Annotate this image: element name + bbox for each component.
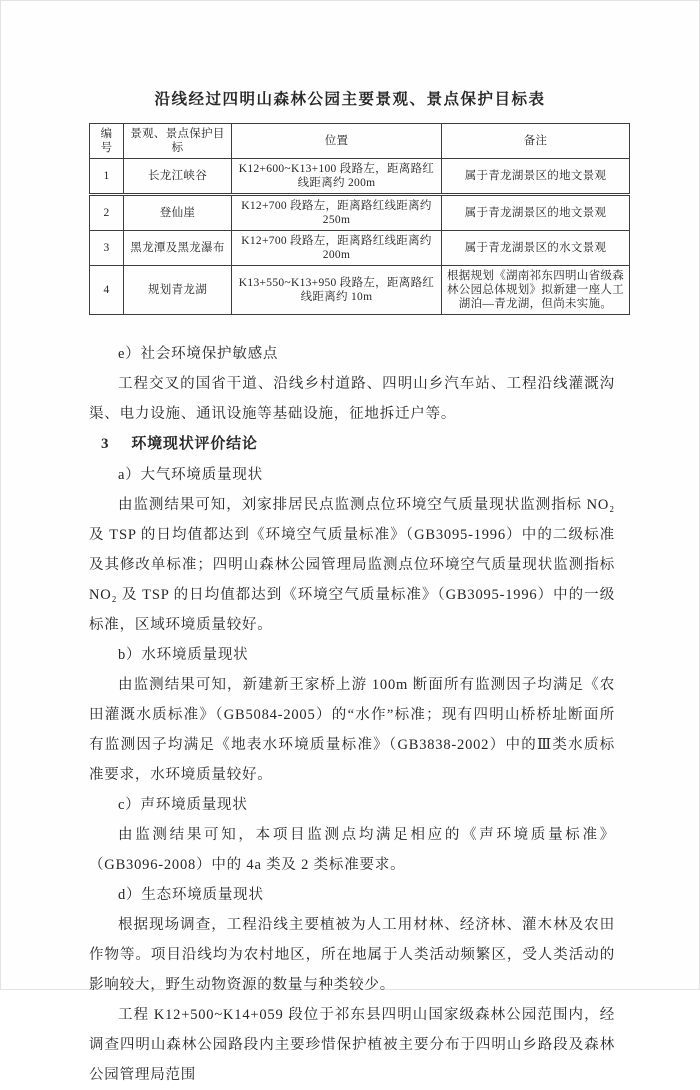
table-row xyxy=(90,159,630,195)
table-row xyxy=(90,266,630,315)
column-header-location: 位置 xyxy=(232,124,442,159)
cell-number: 2 xyxy=(90,195,124,231)
table-row xyxy=(90,195,630,231)
cell-remark: 属于青龙湖景区的地文景观 xyxy=(442,195,630,231)
section-c-paragraph: 由监测结果可知，本项目监测点均满足相应的《声环境质量标准》（GB3096-2008）中的 4a 类及 2 类标准要求。 xyxy=(89,827,615,873)
cell-target: 规划青龙湖 xyxy=(124,266,232,315)
cell-remark: 属于青龙湖景区的地文景观 xyxy=(442,159,630,195)
cell-location: K12+700 段路左，距离路红线距离约 200m xyxy=(232,231,442,266)
chapter-title: 环境现状评价结论 xyxy=(131,436,258,452)
table-row xyxy=(90,231,630,266)
section-d-paragraph-2: 工程 K12+500~K14+059 段位于祁东县四明山国家级森林公园范围内，经调查四明山森林公园路段内主要珍惜保护植被主要分布于四明山乡路段及森林公园管理局范围 xyxy=(89,1007,615,1083)
table-title: 沿线经过四明山森林公园主要景观、景点保护目标表 xyxy=(154,91,546,108)
section-e-paragraph: 工程交叉的国省干道、沿线乡村道路、四明山乡汽车站、工程沿线灌溉沟渠、电力设施、通讯设施等基础设施，征地拆迁户等。 xyxy=(89,376,615,422)
cell-remark: 属于青龙湖景区的水文景观 xyxy=(442,231,630,266)
cell-target: 长龙江峡谷 xyxy=(124,159,232,195)
section-b-heading: b）水环境质量现状 xyxy=(118,647,249,663)
section-d-heading: d）生态环境质量现状 xyxy=(118,887,264,903)
protection-targets-table xyxy=(89,123,630,315)
cell-number: 3 xyxy=(90,231,124,266)
cell-target: 黑龙潭及黑龙瀑布 xyxy=(124,231,232,266)
column-header-number: 编号 xyxy=(90,124,124,159)
chapter-3-heading xyxy=(89,429,615,460)
cell-location: K12+700 段路左，距离路红线距离约 250m xyxy=(232,195,442,231)
cell-number: 1 xyxy=(90,159,124,195)
cell-target: 登仙崖 xyxy=(124,195,232,231)
table-header-row xyxy=(90,124,630,159)
cell-remark: 根据规划《湖南祁东四明山省级森林公园总体规划》拟新建一座人工湖泊—青龙湖，但尚未实施。 xyxy=(442,266,630,315)
section-a-paragraph: 由监测结果可知，刘家排居民点监测点位环境空气质量现状监测指标 NO₂ 及 TSP 的日均值都达到《环境空气质量标准》（GB3095-1996）中的二级标准及其修改单标准；四明山森林公园管理局监测点位环境空气质量现状监测指标 NO₂ 及 TSP 的日均值都达到《环境空气质量标准》（GB3095-1996）中的一级标准，区域环境质量较好。 xyxy=(89,497,615,633)
column-header-remark: 备注 xyxy=(442,124,630,159)
section-e-heading: e）社会环境保护敏感点 xyxy=(118,346,279,362)
section-d-paragraph-1: 根据现场调查，工程沿线主要植被为人工用材林、经济林、灌木林及农田作物等。项目沿线均为农村地区，所在地属于人类活动频繁区，受人类活动的影响较大，野生动物资源的数量与种类较少。 xyxy=(89,917,615,993)
section-a-heading: a）大气环境质量现状 xyxy=(118,467,263,483)
cell-number: 4 xyxy=(90,266,124,315)
chapter-number: 3 xyxy=(101,436,110,452)
column-header-target: 景观、景点保护目标 xyxy=(124,124,232,159)
section-c-heading: c）声环境质量现状 xyxy=(118,797,248,813)
section-b-paragraph: 由监测结果可知，新建新王家桥上游 100m 断面所有监测因子均满足《农田灌溉水质标准》（GB5084-2005）的“水作”标准；现有四明山桥桥址断面所有监测因子均满足《地表水环境质量标准》（GB3838-2002）中的Ⅲ类水质标准要求，水环境质量较好。 xyxy=(89,677,615,783)
cell-location: K13+550~K13+950 段路左，距离路红线距离约 10m xyxy=(232,266,442,315)
cell-location: K12+600~K13+100 段路左，距离路红线距离约 200m xyxy=(232,159,442,195)
document-body xyxy=(89,339,615,1090)
